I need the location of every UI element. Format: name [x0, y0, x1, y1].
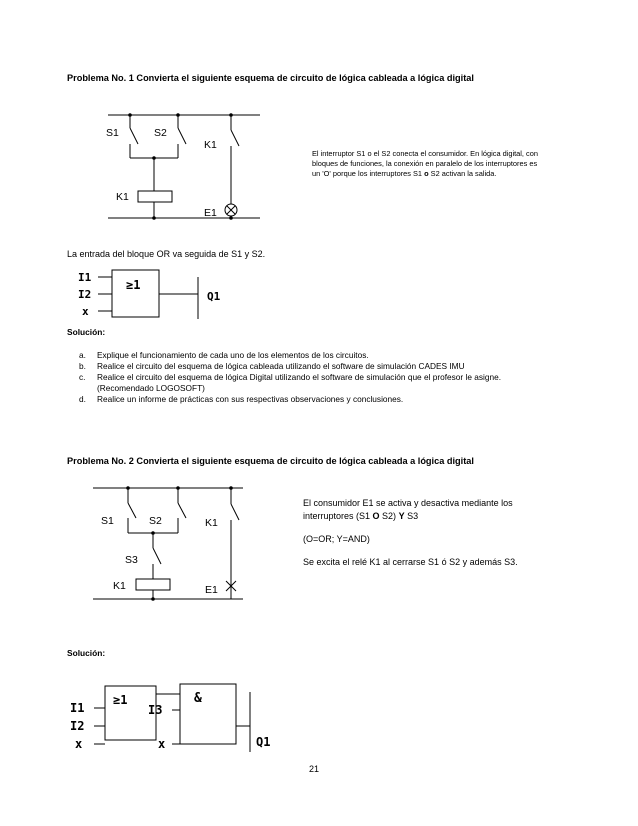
label-k1-contact: K1 — [204, 139, 217, 151]
or-output-q1: Q1 — [207, 290, 221, 303]
page-number: 21 — [309, 764, 320, 774]
logic-output-q1: Q1 — [256, 735, 271, 749]
problem1-or-block-diagram — [70, 265, 260, 321]
problem2-logic-block-diagram — [70, 674, 285, 754]
label-k1-coil: K1 — [113, 580, 126, 592]
logic-input-i3: I3 — [148, 703, 163, 717]
problem1-description: El interruptor S1 o el S2 conecta el consumidor. En lógica digital, con bloques de funciones, la conexión en paralelo de los interruptores es un 'O' porque los interruptores S1 o S2 activan la salida. — [312, 149, 538, 178]
label-e1: E1 — [204, 207, 217, 219]
label-s1: S1 — [101, 515, 114, 527]
list-item: b. Realice el circuito del esquema de lógica cableada utilizando el software de simulación CADES IMU — [79, 361, 465, 371]
problem2-description: El consumidor E1 se activa y desactiva mediante los interruptores (S1 O S2) Y S3 (O=OR; Y=AND) Se excita el relé K1 al cerrarse S1 ó S2 y además S3. — [303, 498, 518, 567]
problem2-title: Problema No. 2 Convierta el siguiente esquema de circuito de lógica cableada a lógica digital — [67, 456, 474, 466]
logic-input-x2: x — [158, 737, 166, 751]
or-gate-symbol: ≥1 — [113, 693, 128, 707]
or-input-i2: I2 — [78, 288, 92, 301]
logic-input-i2: I2 — [70, 719, 85, 733]
or-intro-text: La entrada del bloque OR va seguida de S1 y S2. — [67, 249, 266, 259]
label-s2: S2 — [149, 515, 162, 527]
list-item: c. Realice el circuito del esquema de lógica Digital utilizando el software de simulación que el profesor le asigne. (Recomendado LOGOSOFT) — [79, 372, 502, 393]
label-k1-coil: K1 — [116, 191, 129, 203]
problem2-relay-circuit — [93, 478, 253, 610]
logic-input-i1: I1 — [70, 701, 85, 715]
and-gate-symbol: & — [194, 691, 202, 706]
list-item: d. Realice un informe de prácticas con sus respectivas observaciones y conclusiones. — [79, 394, 404, 404]
label-s2: S2 — [154, 127, 167, 139]
problem1-task-list — [67, 350, 607, 405]
label-e1: E1 — [205, 584, 218, 596]
problem1-relay-circuit — [108, 100, 268, 235]
list-item: a. Explique el funcionamiento de cada uno de los elementos de los circuitos. — [79, 350, 369, 360]
or-input-i1: I1 — [78, 271, 92, 284]
problem1-solution-label: Solución: — [67, 327, 106, 337]
or-gate-symbol: ≥1 — [126, 278, 141, 292]
label-s1: S1 — [106, 127, 119, 139]
label-k1-contact: K1 — [205, 517, 218, 529]
problem2-solution-label: Solución: — [67, 648, 106, 658]
or-input-x: x — [82, 305, 89, 318]
logic-input-x: x — [75, 737, 83, 751]
problem1-title: Problema No. 1 Convierta el siguiente esquema de circuito de lógica cableada a lógica digital — [67, 73, 474, 83]
label-s3: S3 — [125, 554, 138, 566]
